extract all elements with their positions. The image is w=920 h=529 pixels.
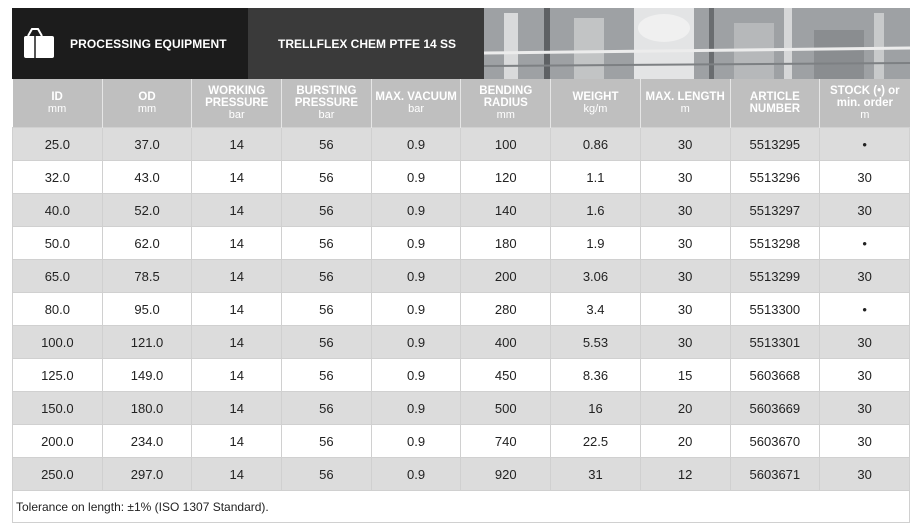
column-header (730, 79, 820, 128)
table-cell: 14 (192, 161, 282, 194)
column-header (820, 79, 910, 128)
table-row (13, 359, 910, 392)
column-unit: mm (496, 109, 515, 121)
table-cell: 37.0 (102, 128, 192, 161)
table-cell: • (820, 227, 910, 260)
table-cell: 0.9 (371, 161, 461, 194)
table-cell: 20 (640, 425, 730, 458)
table-row (13, 194, 910, 227)
table-cell: 25.0 (13, 128, 103, 161)
table-cell: 56 (282, 359, 372, 392)
column-header (102, 79, 192, 128)
table-cell: 30 (640, 128, 730, 161)
column-header (192, 79, 282, 128)
column-title: MAX. LENGTH (645, 91, 725, 103)
table-cell: 5513301 (730, 326, 820, 359)
table-cell: 5513297 (730, 194, 820, 227)
tolerance-note: Tolerance on length: ±1% (ISO 1307 Standard). (12, 490, 910, 523)
table-row (13, 326, 910, 359)
table-cell: 149.0 (102, 359, 192, 392)
column-unit: bar (408, 103, 425, 115)
table-cell: 5513295 (730, 128, 820, 161)
table-cell: 5603670 (730, 425, 820, 458)
table-cell: 50.0 (13, 227, 103, 260)
table-cell: 56 (282, 458, 372, 491)
table-cell: 0.9 (371, 359, 461, 392)
table-cell: 14 (192, 227, 282, 260)
table-cell: 140 (461, 194, 551, 227)
table-cell: 150.0 (13, 392, 103, 425)
table-cell: 100 (461, 128, 551, 161)
column-title: WEIGHT (572, 91, 619, 103)
table-row (13, 128, 910, 161)
table-cell: 52.0 (102, 194, 192, 227)
table-body (13, 128, 910, 491)
table-cell: 56 (282, 425, 372, 458)
column-header (640, 79, 730, 128)
table-cell: 5603669 (730, 392, 820, 425)
table-cell: 0.9 (371, 227, 461, 260)
column-unit: mm (47, 103, 67, 115)
table-cell: 121.0 (102, 326, 192, 359)
hose-icon (21, 27, 57, 61)
table-cell: 450 (461, 359, 551, 392)
table-cell: 0.9 (371, 194, 461, 227)
table-cell: 30 (820, 194, 910, 227)
factory-photo (484, 8, 910, 79)
table-cell: 15 (640, 359, 730, 392)
table-cell: • (820, 128, 910, 161)
table-cell: 14 (192, 458, 282, 491)
table-cell: 56 (282, 326, 372, 359)
table-cell: 20 (640, 392, 730, 425)
table-cell: 100.0 (13, 326, 103, 359)
table-cell: 40.0 (13, 194, 103, 227)
table-cell: 30 (640, 260, 730, 293)
column-title: OD (138, 91, 156, 103)
product-sheet (12, 8, 910, 523)
table-cell: 0.9 (371, 326, 461, 359)
column-title: BURSTING PRESSURE (294, 85, 359, 109)
table-cell: 234.0 (102, 425, 192, 458)
table-cell: 5603671 (730, 458, 820, 491)
column-header (13, 79, 103, 128)
table-row (13, 458, 910, 491)
table-cell: 500 (461, 392, 551, 425)
table-cell: 5.53 (551, 326, 641, 359)
table-cell: 280 (461, 293, 551, 326)
table-cell: 0.9 (371, 458, 461, 491)
table-cell: 0.86 (551, 128, 641, 161)
table-cell: 1.6 (551, 194, 641, 227)
column-title: BENDING RADIUS (479, 85, 533, 109)
column-title: MAX. VACUUM (375, 91, 457, 103)
table-row (13, 161, 910, 194)
column-unit: bar (228, 109, 245, 121)
column-unit: kg/m (583, 103, 608, 115)
table-row (13, 425, 910, 458)
column-header (371, 79, 461, 128)
table-cell: 56 (282, 161, 372, 194)
table-cell: 8.36 (551, 359, 641, 392)
table-cell: 56 (282, 392, 372, 425)
table-cell: 80.0 (13, 293, 103, 326)
table-cell: 31 (551, 458, 641, 491)
table-cell: 250.0 (13, 458, 103, 491)
table-cell: 56 (282, 227, 372, 260)
category-title: PROCESSING EQUIPMENT (70, 36, 227, 51)
table-cell: 32.0 (13, 161, 103, 194)
column-header (461, 79, 551, 128)
table-header-row (13, 79, 910, 128)
product-panel (248, 8, 484, 79)
table-cell: 0.9 (371, 128, 461, 161)
table-cell: 3.4 (551, 293, 641, 326)
table-cell: 30 (820, 359, 910, 392)
factory-photo-illustration (484, 8, 910, 79)
product-title: TRELLFLEX CHEM PTFE 14 SS (278, 36, 457, 51)
specifications-table (12, 79, 910, 490)
table-cell: 5513299 (730, 260, 820, 293)
table-cell: 0.9 (371, 425, 461, 458)
table-cell: 56 (282, 194, 372, 227)
table-cell: 62.0 (102, 227, 192, 260)
category-panel (12, 8, 248, 79)
column-title: ID (51, 91, 63, 103)
table-row (13, 392, 910, 425)
table-cell: 12 (640, 458, 730, 491)
table-cell: 180.0 (102, 392, 192, 425)
table-cell: 125.0 (13, 359, 103, 392)
column-title: ARTICLE NUMBER (749, 91, 801, 115)
table-cell: 43.0 (102, 161, 192, 194)
table-cell: 14 (192, 194, 282, 227)
table-cell: 14 (192, 326, 282, 359)
table-cell: 120 (461, 161, 551, 194)
column-unit: bar (318, 109, 335, 121)
table-cell: 30 (640, 326, 730, 359)
table-cell: 56 (282, 293, 372, 326)
table-cell: 400 (461, 326, 551, 359)
table-row (13, 227, 910, 260)
table-cell: 5603668 (730, 359, 820, 392)
table-row (13, 293, 910, 326)
column-unit: m (680, 103, 690, 115)
table-cell: 0.9 (371, 260, 461, 293)
table-cell: 297.0 (102, 458, 192, 491)
table-cell: 30 (820, 392, 910, 425)
table-cell: 1.1 (551, 161, 641, 194)
table-cell: 22.5 (551, 425, 641, 458)
table-cell: 30 (640, 293, 730, 326)
table-cell: 0.9 (371, 293, 461, 326)
table-cell: 14 (192, 392, 282, 425)
column-unit: mm (137, 103, 157, 115)
table-cell: 14 (192, 260, 282, 293)
column-unit: m (860, 109, 870, 121)
table-cell: 1.9 (551, 227, 641, 260)
table-cell: 56 (282, 260, 372, 293)
table-cell: 78.5 (102, 260, 192, 293)
table-cell: 30 (640, 227, 730, 260)
table-cell: 30 (820, 458, 910, 491)
table-cell: 30 (820, 260, 910, 293)
table-cell: 14 (192, 293, 282, 326)
table-cell: 30 (820, 425, 910, 458)
table-cell: 14 (192, 425, 282, 458)
table-cell: 200.0 (13, 425, 103, 458)
table-row (13, 260, 910, 293)
table-cell: 0.9 (371, 392, 461, 425)
header-banner (12, 8, 910, 79)
table-cell: 95.0 (102, 293, 192, 326)
column-header (282, 79, 372, 128)
table-cell: 14 (192, 359, 282, 392)
table-cell: 65.0 (13, 260, 103, 293)
table-cell: 200 (461, 260, 551, 293)
table-cell: 740 (461, 425, 551, 458)
table-cell: 5513296 (730, 161, 820, 194)
table-cell: 16 (551, 392, 641, 425)
column-title: WORKING PRESSURE (205, 85, 269, 109)
table-cell: 14 (192, 128, 282, 161)
column-title: STOCK (•) or min. order (830, 85, 900, 109)
table-cell: 30 (820, 326, 910, 359)
table-cell: 920 (461, 458, 551, 491)
table-cell: 5513298 (730, 227, 820, 260)
table-cell: 3.06 (551, 260, 641, 293)
table-cell: 30 (640, 161, 730, 194)
table-cell: 30 (820, 161, 910, 194)
table-cell: 30 (640, 194, 730, 227)
table-cell: • (820, 293, 910, 326)
table-cell: 56 (282, 128, 372, 161)
table-cell: 180 (461, 227, 551, 260)
table-cell: 5513300 (730, 293, 820, 326)
column-header (551, 79, 641, 128)
